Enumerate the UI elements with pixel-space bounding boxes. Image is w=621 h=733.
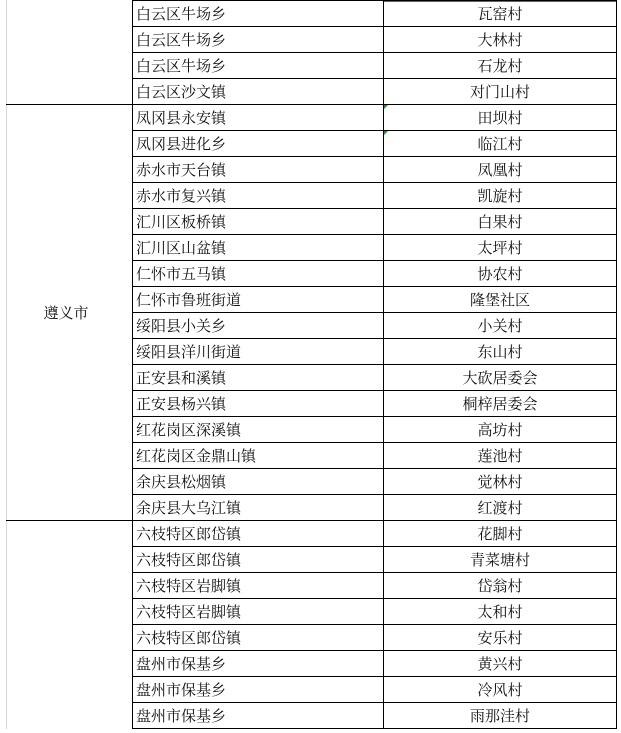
location-cell[interactable]: 白云区牛场乡 xyxy=(136,57,227,75)
location-cell[interactable]: 余庆县大乌江镇 xyxy=(136,499,242,517)
location-cell[interactable]: 正安县杨兴镇 xyxy=(136,395,227,413)
location-cell[interactable]: 余庆县松烟镇 xyxy=(136,473,227,491)
grid-line-left xyxy=(6,0,7,729)
location-cell[interactable]: 白云区牛场乡 xyxy=(136,31,227,49)
village-cell[interactable]: 安乐村 xyxy=(477,629,523,647)
location-cell[interactable]: 六枝特区郎岱镇 xyxy=(136,551,242,569)
group-border xyxy=(6,104,132,105)
village-cell[interactable]: 岱翁村 xyxy=(477,577,523,595)
location-cell[interactable]: 红花岗区深溪镇 xyxy=(136,421,242,439)
village-cell[interactable]: 雨那洼村 xyxy=(469,707,530,725)
location-cell[interactable]: 六枝特区郎岱镇 xyxy=(136,525,242,543)
village-cell[interactable]: 瓦窑村 xyxy=(477,5,523,23)
location-cell[interactable]: 六枝特区岩脚镇 xyxy=(136,577,242,595)
location-cell[interactable]: 凤冈县永安镇 xyxy=(136,109,227,127)
village-cell[interactable]: 太和村 xyxy=(477,603,523,621)
location-cell[interactable]: 盘州市保基乡 xyxy=(136,655,227,673)
village-cell[interactable]: 石龙村 xyxy=(477,57,523,75)
village-cell[interactable]: 隆堡社区 xyxy=(469,291,530,309)
village-cell[interactable]: 冷风村 xyxy=(477,681,523,699)
village-cell[interactable]: 凯旋村 xyxy=(477,187,523,205)
group-border xyxy=(6,520,132,521)
village-cell[interactable]: 凤凰村 xyxy=(477,161,523,179)
location-cell[interactable]: 白云区牛场乡 xyxy=(136,5,227,23)
village-cell[interactable]: 临江村 xyxy=(477,135,523,153)
village-cell[interactable]: 太坪村 xyxy=(477,239,523,257)
village-cell[interactable]: 大砍居委会 xyxy=(462,369,538,387)
location-cell[interactable]: 凤冈县进化乡 xyxy=(136,135,227,153)
village-cell[interactable]: 桐梓居委会 xyxy=(462,395,538,413)
location-cell[interactable]: 盘州市保基乡 xyxy=(136,681,227,699)
location-cell[interactable]: 汇川区板桥镇 xyxy=(136,213,227,231)
village-cell[interactable]: 东山村 xyxy=(477,343,523,361)
village-cell[interactable]: 高坊村 xyxy=(477,421,523,439)
location-cell[interactable]: 绥阳县洋川街道 xyxy=(136,343,242,361)
village-cell[interactable]: 花脚村 xyxy=(477,525,523,543)
village-cell[interactable]: 觉林村 xyxy=(477,473,523,491)
location-cell[interactable]: 六枝特区郎岱镇 xyxy=(136,629,242,647)
location-cell[interactable]: 绥阳县小关乡 xyxy=(136,317,227,335)
village-cell[interactable]: 黄兴村 xyxy=(477,655,523,673)
border-line-right xyxy=(616,0,617,729)
village-cell[interactable]: 莲池村 xyxy=(477,447,523,465)
group-label-city[interactable]: 遵义市 xyxy=(43,304,89,322)
location-cell[interactable]: 汇川区山盆镇 xyxy=(136,239,227,257)
village-cell[interactable]: 红渡村 xyxy=(477,499,523,517)
village-cell[interactable]: 对门山村 xyxy=(469,83,530,101)
location-cell[interactable]: 六枝特区岩脚镇 xyxy=(136,603,242,621)
location-cell[interactable]: 赤水市天台镇 xyxy=(136,161,227,179)
location-cell[interactable]: 盘州市保基乡 xyxy=(136,707,227,725)
location-cell[interactable]: 赤水市复兴镇 xyxy=(136,187,227,205)
location-cell[interactable]: 白云区沙文镇 xyxy=(136,83,227,101)
location-cell[interactable]: 仁怀市五马镇 xyxy=(136,265,227,283)
location-cell[interactable]: 红花岗区金鼎山镇 xyxy=(136,447,257,465)
village-cell[interactable]: 青菜塘村 xyxy=(469,551,530,569)
village-cell[interactable]: 大林村 xyxy=(477,31,523,49)
village-cell[interactable]: 小关村 xyxy=(477,317,523,335)
village-cell[interactable]: 田坝村 xyxy=(477,109,523,127)
location-cell[interactable]: 正安县和溪镇 xyxy=(136,369,227,387)
village-cell[interactable]: 协农村 xyxy=(477,265,523,283)
location-cell[interactable]: 仁怀市鲁班街道 xyxy=(136,291,242,309)
village-cell[interactable]: 白果村 xyxy=(477,213,523,231)
